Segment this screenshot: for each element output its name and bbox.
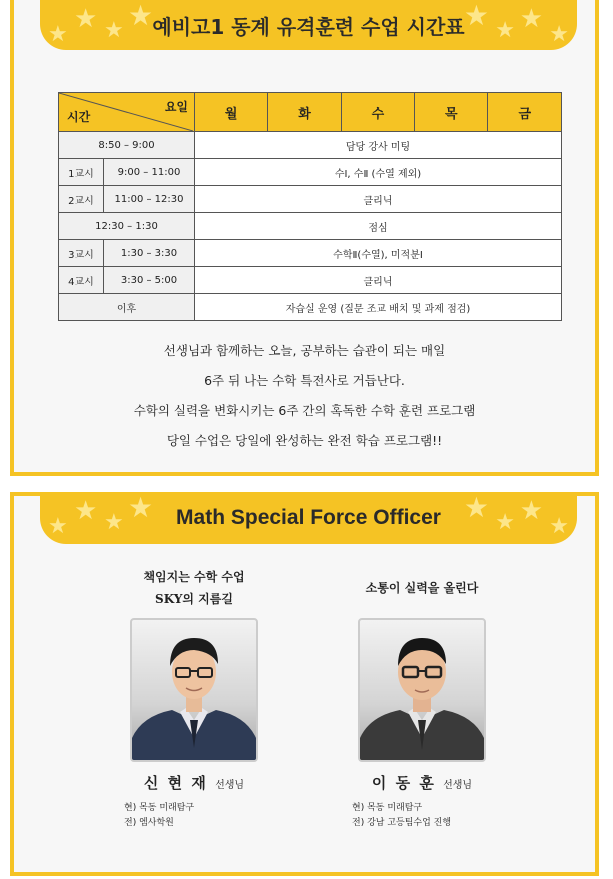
table-row [59,267,562,294]
teacher-name [332,772,512,793]
content-cell: 클리닉 [195,267,562,294]
table-row [59,294,562,321]
teachers-title: Math Special Force Officer [176,506,441,529]
day-header: 수 [341,93,414,132]
content-cell: 자습실 운영 (질문 조교 배치 및 과제 점검) [195,294,562,321]
slogan-line: 책임지는 수학 수업 [143,570,245,584]
teachers-title-ribbon [40,492,577,544]
table-row [59,132,562,159]
day-header: 화 [268,93,341,132]
star-icon: ★ [519,4,543,34]
content-cell: 담당 강사 미팅 [195,132,562,159]
schedule-title: 예비고1 동계 유격훈련 수업 시간표 [152,14,465,39]
star-icon: ★ [104,18,124,43]
teacher-info-line: 전) 강남 고등팀수업 진행 [352,818,452,828]
teacher-info-line: 현) 목동 미래탐구 [124,803,195,813]
slogan-line: 소통이 실력을 올린다 [365,581,479,595]
teacher-card [332,566,512,831]
star-icon: ★ [549,514,569,539]
corner-header-cell [59,93,195,132]
time-cell: 12:30 – 1:30 [59,213,195,240]
teacher-slogan [332,566,512,610]
star-icon: ★ [495,18,515,43]
star-icon: ★ [463,492,489,524]
schedule-table [58,92,562,321]
period-cell: 2교시 [59,186,104,213]
content-cell: 클리닉 [195,186,562,213]
teacher-info [104,801,284,831]
teacher-info [332,801,512,831]
teacher-name-text: 신 현 재 [143,774,208,792]
promo-line: 6주 뒤 나는 수학 특전사로 거듭난다. [204,373,405,388]
period-cell: 4교시 [59,267,104,294]
star-icon: ★ [74,496,98,526]
table-row [59,159,562,186]
day-header: 월 [195,93,268,132]
teacher-photo [130,618,258,762]
day-header: 목 [415,93,488,132]
teacher-card [104,566,284,831]
promo-line: 선생님과 함께하는 오늘, 공부하는 습관이 되는 매일 [163,343,446,358]
schedule-card [10,0,599,476]
teacher-title-suffix: 선생님 [443,780,473,791]
table-row [59,240,562,267]
day-label: 요일 [164,100,188,114]
time-cell: 이후 [59,294,195,321]
content-cell: 점심 [195,213,562,240]
table-row [59,186,562,213]
period-cell: 1교시 [59,159,104,186]
content-cell: 수학Ⅱ(수열), 미적분Ⅰ [195,240,562,267]
teacher-info-line: 현) 목동 미래탐구 [352,803,423,813]
star-icon: ★ [549,22,569,47]
teacher-info-line: 전) 엠사학원 [124,818,174,828]
teacher-photo [358,618,486,762]
star-icon: ★ [463,0,489,32]
promo-line: 수학의 실력을 변화시키는 6주 간의 혹독한 수학 훈련 프로그램 [133,403,476,418]
period-cell: 3교시 [59,240,104,267]
promo-line: 당일 수업은 당일에 완성하는 완전 학습 프로그램!! [166,433,443,448]
time-cell: 11:00 – 12:30 [104,186,195,213]
time-label: 시간 [67,110,91,124]
promo-text [14,336,595,456]
time-cell: 3:30 – 5:00 [104,267,195,294]
star-icon: ★ [519,496,543,526]
star-icon: ★ [74,4,98,34]
time-cell: 9:00 – 11:00 [104,159,195,186]
table-row [59,213,562,240]
teacher-slogan [104,566,284,610]
teachers-card [10,492,599,876]
star-icon: ★ [128,0,154,32]
teacher-name-text: 이 동 훈 [371,774,436,792]
star-icon: ★ [48,22,68,47]
star-icon: ★ [128,492,154,524]
slogan-line: SKY의 지름길 [155,592,233,606]
star-icon: ★ [104,510,124,535]
teacher-name [104,772,284,793]
star-icon: ★ [48,514,68,539]
day-header: 금 [488,93,562,132]
content-cell: 수Ⅰ, 수Ⅱ (수열 제외) [195,159,562,186]
schedule-title-ribbon [40,0,577,50]
star-icon: ★ [495,510,515,535]
teacher-title-suffix: 선생님 [215,780,245,791]
time-cell: 1:30 – 3:30 [104,240,195,267]
time-cell: 8:50 – 9:00 [59,132,195,159]
